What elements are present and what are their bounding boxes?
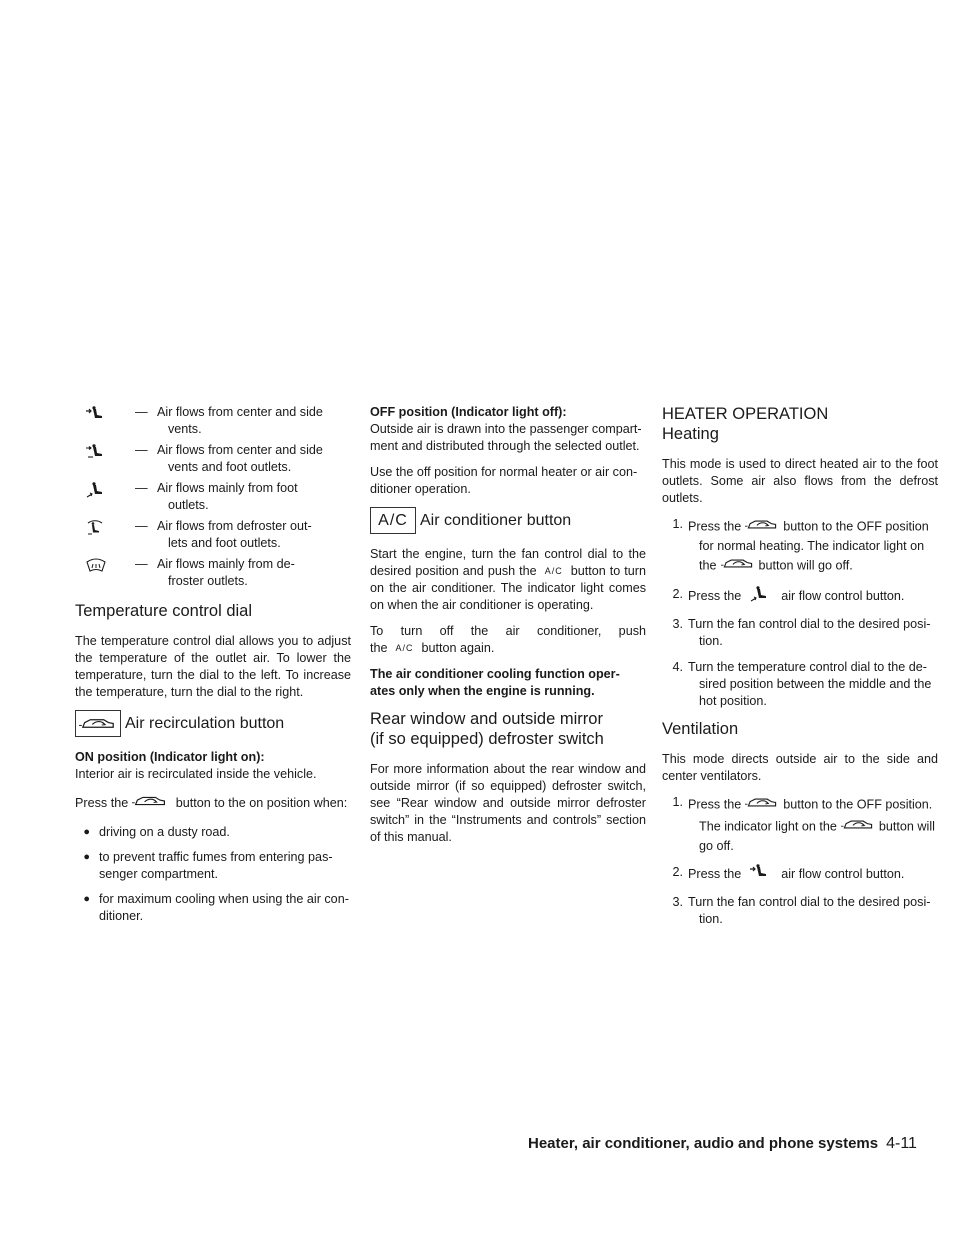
step-number: 2. — [672, 587, 683, 601]
recirculation-button-icon — [75, 710, 121, 737]
column-middle — [370, 404, 646, 855]
airflow-text: Air flows mainly from foot — [157, 481, 298, 495]
airflow-text: Air flows from defroster out- — [157, 519, 312, 533]
airflow-text-cont: froster outlets. — [168, 574, 248, 588]
recirculation-icon — [745, 794, 779, 816]
text: Turn the fan control dial to the desired posi- — [688, 617, 931, 631]
dash: — — [135, 557, 148, 571]
airflow-text: Air flows from center and side — [157, 443, 323, 457]
recirculation-icon — [841, 816, 875, 838]
airflow-text-cont: outlets. — [168, 498, 209, 512]
step-number: 2. — [672, 865, 683, 879]
step-number: 3. — [672, 617, 683, 631]
section-heading: Rear window and outside mirror — [370, 710, 603, 729]
paragraph: The temperature control dial allows you to adjust the temperature of the outlet air. To lower the temperature, turn the dial to the left. To increase the temperature, turn the dial to the right. — [75, 634, 351, 699]
paragraph — [370, 546, 646, 614]
text: Start the engine, turn the fan control dial to the desired position and push the — [370, 547, 646, 578]
paragraph: Interior air is recirculated inside the vehicle. — [75, 767, 317, 781]
text: tion. — [699, 634, 723, 648]
list-item-text: for maximum cooling when using the air con- ditioner. — [99, 892, 349, 923]
list-item-text: driving on a dusty road. — [99, 825, 230, 839]
paragraph: For more information about the rear window and outside mirror (if so equipped) defroster switch, see “Rear window and outside mirror defroster switch” in the “Instruments and controls” section of this manual. — [370, 762, 646, 845]
text: Press the — [688, 519, 742, 534]
step-number: 3. — [672, 895, 683, 909]
text: Press the — [75, 795, 129, 810]
footer-section-title: Heater, air conditioner, audio and phone systems — [528, 1135, 879, 1152]
dash: — — [135, 481, 148, 495]
foot-airflow-icon — [75, 480, 135, 514]
bilevel-airflow-icon — [75, 442, 135, 476]
text: Turn the temperature control dial to the de- — [688, 660, 927, 674]
ac-button-icon: A/C — [370, 507, 416, 534]
dash: — — [135, 519, 148, 533]
airflow-text-cont: vents and foot outlets. — [168, 460, 292, 474]
paragraph — [370, 623, 646, 657]
defrost-foot-airflow-icon — [75, 518, 135, 552]
recirculation-icon — [745, 516, 779, 538]
text: button to the OFF position — [783, 519, 929, 534]
list-item — [662, 794, 938, 855]
text: button to the on position when: — [175, 795, 348, 810]
list-item — [662, 516, 938, 577]
list-item — [662, 586, 938, 607]
list-item — [75, 849, 351, 883]
section-heading: Air conditioner button — [420, 512, 572, 529]
text: The indicator light on the — [699, 819, 837, 834]
list-item — [75, 891, 351, 925]
recirculation-icon — [132, 792, 168, 815]
list-item — [662, 894, 938, 928]
dash: — — [135, 405, 148, 419]
text: To turn off the air conditioner, push the — [370, 624, 646, 656]
subheading: ON position (Indicator light on): — [75, 750, 265, 764]
text: Press the — [688, 866, 742, 881]
section-heading: Ventilation — [662, 720, 739, 738]
section-heading: Heating — [662, 425, 719, 443]
text: button will go off. — [758, 558, 853, 573]
airflow-row-foot — [75, 480, 351, 514]
ac-heading-row — [370, 507, 646, 534]
defrost-airflow-icon — [75, 556, 135, 590]
bold-note: The air conditioner cooling function oper- ates only when the engine is running. — [370, 667, 620, 699]
airflow-row-defrost — [75, 556, 351, 590]
airflow-text-cont: vents. — [168, 422, 202, 436]
page-number: 4-11 — [886, 1135, 917, 1152]
recirculation-icon — [721, 555, 755, 577]
text: Press the — [688, 797, 742, 812]
list-item — [662, 659, 938, 710]
airflow-text-cont: lets and foot outlets. — [168, 536, 281, 550]
page-section-title: HEATER OPERATION — [662, 405, 829, 423]
paragraph: This mode directs outside air to the side and center ventilators. — [662, 752, 938, 783]
vent-airflow-icon — [749, 864, 769, 885]
airflow-text: Air flows mainly from de- — [157, 557, 295, 571]
text: go off. — [699, 839, 734, 853]
text: button to turn on the air conditioner. The indicator light comes on when the air conditioner is operating. — [370, 564, 646, 613]
text: Press the — [688, 588, 742, 603]
text: for normal heating. The indicator light on — [699, 539, 925, 553]
paragraph: Use the off position for normal heater or air con- ditioner operation. — [370, 465, 638, 496]
column-left — [75, 404, 351, 933]
recirc-heading-row — [75, 710, 351, 737]
page-footer — [528, 1135, 948, 1153]
section-heading: Temperature control dial — [75, 602, 253, 620]
step-number: 1. — [672, 795, 683, 809]
step-number: 1. — [672, 517, 683, 531]
list-item — [662, 616, 938, 650]
vent-airflow-icon — [75, 404, 135, 438]
section-heading: Air recirculation button — [125, 715, 285, 732]
airflow-row-vent — [75, 404, 351, 438]
foot-airflow-icon — [749, 586, 769, 607]
text: Turn the fan control dial to the desired posi- — [688, 895, 931, 909]
text: button to the OFF position. — [783, 797, 933, 812]
text: button will — [878, 819, 935, 834]
bullet: ● — [83, 893, 90, 905]
dash: — — [135, 443, 148, 457]
airflow-row-defrost-foot — [75, 518, 351, 552]
list-item — [662, 864, 938, 885]
text: tion. — [699, 912, 723, 926]
list-item-text: to prevent traffic fumes from entering pas- senger compartment. — [99, 850, 333, 881]
paragraph: This mode is used to direct heated air to the foot outlets. Some air also flows from the defrost outlets. — [662, 457, 938, 505]
text: hot position. — [699, 694, 767, 708]
column-right — [662, 404, 938, 937]
subheading: OFF position (Indicator light off): — [370, 405, 567, 419]
bullet: ● — [83, 826, 90, 838]
ac-inline-label: A/C — [395, 643, 414, 654]
paragraph: Outside air is drawn into the passenger compart- ment and distributed through the selected outlet. — [370, 422, 642, 453]
text: the — [699, 558, 717, 573]
text: button again. — [421, 641, 495, 656]
airflow-row-bilevel — [75, 442, 351, 476]
airflow-text: Air flows from center and side — [157, 405, 323, 419]
bullet: ● — [83, 851, 90, 863]
ac-inline-label: A/C — [544, 566, 563, 577]
paragraph — [75, 792, 351, 815]
step-number: 4. — [672, 660, 683, 674]
text: air flow control button. — [781, 866, 905, 881]
text: sired position between the middle and the — [699, 677, 932, 691]
text: air flow control button. — [781, 588, 905, 603]
list-item — [75, 824, 351, 841]
section-heading-cont: (if so equipped) defroster switch — [370, 730, 604, 749]
